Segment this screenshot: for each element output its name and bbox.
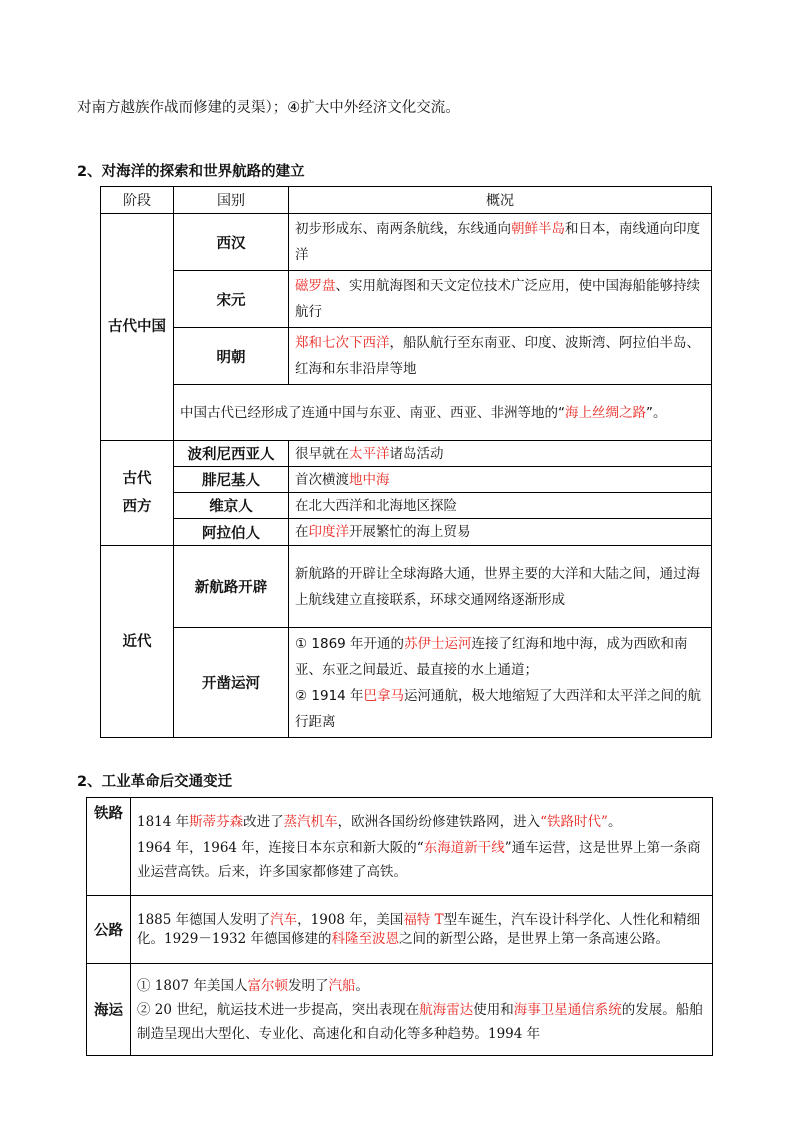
table-row [101,214,712,271]
overview-cell: 在印度洋开展繁忙的海上贸易 [289,519,712,546]
table-header-row [101,187,712,214]
highlight: 印度洋 [308,524,349,540]
category-shipping: 海运 [87,964,131,1056]
header-overview: 概况 [289,187,712,214]
highlight: 科隆至波恩 [331,930,400,947]
overview-cell: 初步形成东、南两条航线，东线通向朝鲜半岛和日本，南线通向印度洋 [289,214,712,271]
table-row [87,964,713,1056]
country-cell: 腓尼基人 [174,467,289,493]
highway-cell: 1885 年德国人发明了汽车，1908 年，美国福特 T型车诞生，汽车设计科学化、人性化和精细化。1929－1932 年德国修建的科隆至波恩之间的新型公路，是世界上第一条高速公路。 [131,896,713,964]
header-country: 国别 [174,187,289,214]
overview-cell: 首次横渡地中海 [289,467,712,493]
country-cell: 波利尼西亚人 [174,441,289,467]
highlight: 海事卫星通信系统 [513,1001,622,1018]
table-row [101,546,712,628]
era-modern: 近代 [101,546,174,738]
country-cell: 开凿运河 [174,628,289,738]
highlight: 蒸汽机车 [283,813,338,830]
highlight: 航海雷达 [419,1001,474,1018]
overview-cell: 在北大西洋和北海地区探险 [289,493,712,519]
section-heading-ocean: 2、对海洋的探索和世界航路的建立 [77,164,305,180]
china-summary-cell: 中国古代已经形成了连通中国与东亚、南亚、西亚、非洲等地的“海上丝绸之路”。 [174,385,712,441]
highlight: 海上丝绸之路 [565,404,646,421]
table-row [87,896,713,964]
table-row [101,385,712,441]
highlight: 太平洋 [349,445,390,462]
era-ancient-west: 古代 西方 [101,441,174,546]
highlight: 斯蒂芬森 [189,813,244,830]
ocean-exploration-table [100,186,712,738]
railway-cell: 1814 年斯蒂芬森改进了蒸汽机车，欧洲各国纷纷修建铁路网，进入“铁路时代”。 1964 年，1964 年，连接日本东京和新大阪的“东海道新干线”通车运营，这是世界上第一条商业运营高铁。后来，许多国家都修建了高铁。 [131,798,713,896]
section-heading-transport: 2、工业革命后交通变迁 [77,774,233,790]
table-row [101,493,712,519]
country-cell: 阿拉伯人 [174,519,289,546]
country-cell: 明朝 [174,328,289,385]
highlight: 地中海 [349,471,390,488]
overview-cell: 磁罗盘、实用航海图和天文定位技术广泛应用，使中国海船能够持续航行 [289,271,712,328]
category-railway: 铁路 [87,798,131,896]
country-cell: 西汉 [174,214,289,271]
highlight: 郑和七次下西洋 [295,335,390,351]
intro-text: 对南方越族作战而修建的灵渠）；④扩大中外经济文化交流。 [77,100,460,116]
highlight: 福特 T [403,911,444,928]
country-cell: 新航路开辟 [174,546,289,628]
highlight: 汽车 [270,911,298,928]
highlight: 汽船 [328,977,356,994]
highlight: 富尔顿 [247,977,288,994]
era-ancient-china: 古代中国 [101,214,174,441]
header-stage: 阶段 [101,187,174,214]
table-row [101,328,712,385]
table-row [101,441,712,467]
table-row [101,467,712,493]
table-row [101,519,712,546]
highlight: “铁路时代” [540,813,608,830]
overview-cell: ① 1869 年开通的苏伊士运河连接了红海和地中海，成为西欧和南亚、东亚之间最近、最直接的水上通道； ② 1914 年巴拿马运河通航，极大地缩短了大西洋和太平洋之间的航行距离 [289,628,712,738]
country-cell: 宋元 [174,271,289,328]
country-cell: 维京人 [174,493,289,519]
overview-cell: 很早就在太平洋诸岛活动 [289,441,712,467]
overview-cell: 郑和七次下西洋，船队航行至东南亚、印度、波斯湾、阿拉伯半岛、红海和东非沿岸等地 [289,328,712,385]
table-row [101,628,712,738]
highlight: 朝鲜半岛 [511,221,565,237]
highlight: 苏伊士运河 [404,635,472,652]
highlight: 东海道新干线 [423,839,505,856]
highlight: 磁罗盘 [295,278,336,294]
table-row [101,271,712,328]
overview-cell: 新航路的开辟让全球海路大通，世界主要的大洋和大陆之间，通过海上航线建立直接联系，环球交通网络逐渐形成 [289,546,712,628]
category-highway: 公路 [87,896,131,964]
highlight: 巴拿马 [363,687,405,704]
transport-table [86,797,713,1056]
table-row [87,798,713,896]
shipping-cell: ① 1807 年美国人富尔顿发明了汽船。 ② 20 世纪，航运技术进一步提高，突出表现在航海雷达使用和海事卫星通信系统的发展。船舶制造呈现出大型化、专业化、高速化和自动化等多种趋势。1994 年 [131,964,713,1056]
